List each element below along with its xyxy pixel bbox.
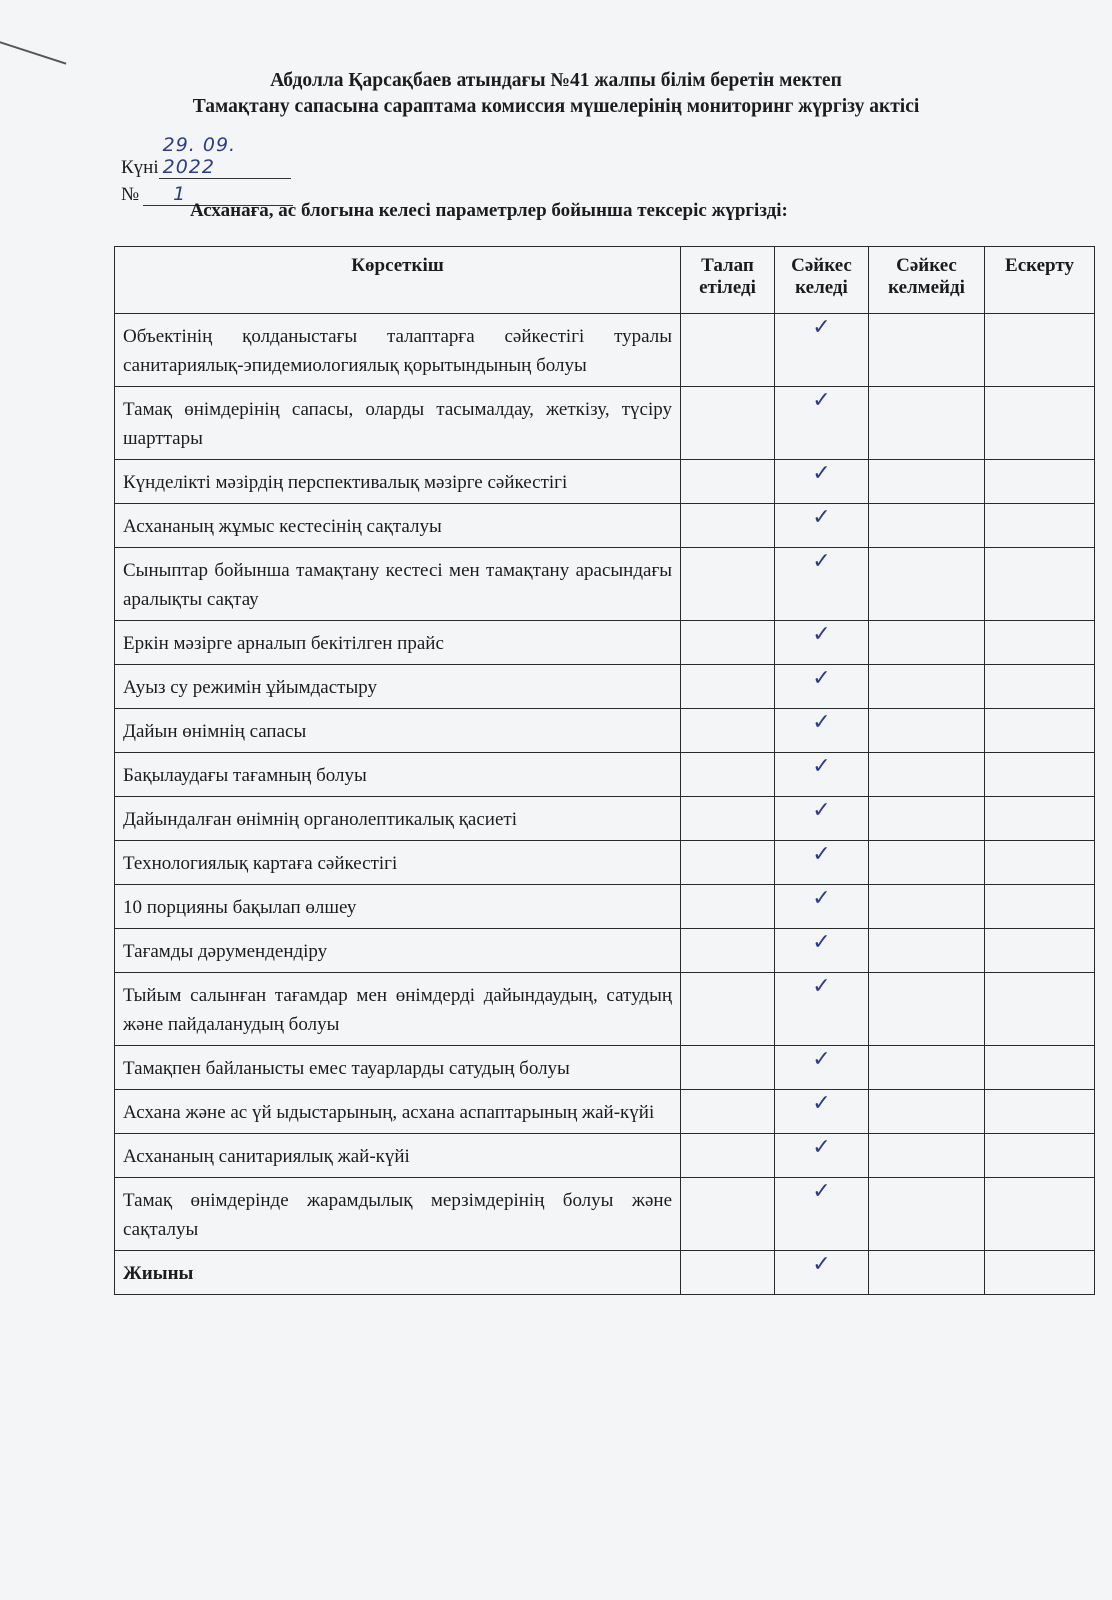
complies-cell (775, 1090, 869, 1134)
required-cell (681, 797, 775, 841)
table-row (115, 797, 1095, 841)
note-cell (985, 841, 1095, 885)
note-cell (985, 709, 1095, 753)
required-cell (681, 621, 775, 665)
complies-cell (775, 460, 869, 504)
complies-cell (775, 885, 869, 929)
table-row (115, 841, 1095, 885)
required-cell (681, 1090, 775, 1134)
indicator-cell: Тамақ өнімдерінің сапасы, оларды тасымалдау, жеткізу, түсіру шарттары (115, 387, 681, 460)
indicator-cell: Дайындалған өнімнің органолептикалық қасиеті (115, 797, 681, 841)
required-cell (681, 1178, 775, 1251)
note-cell (985, 1046, 1095, 1090)
indicator-cell: Еркін мәзірге арналып бекітілген прайс (115, 621, 681, 665)
not-complies-cell (869, 1178, 985, 1251)
check-mark-icon: ✓ (812, 549, 831, 574)
required-cell (681, 548, 775, 621)
not-complies-cell (869, 1251, 985, 1295)
complies-cell (775, 973, 869, 1046)
complies-cell (775, 1046, 869, 1090)
complies-cell (775, 929, 869, 973)
indicator-cell: Тыйым салынған тағамдар мен өнімдерді дайындаудың, сатудың және пайдаланудың болуы (115, 973, 681, 1046)
not-complies-cell (869, 460, 985, 504)
required-cell (681, 504, 775, 548)
date-label: Күні (121, 157, 159, 178)
check-mark-icon: ✓ (812, 388, 831, 413)
check-mark-icon: ✓ (812, 505, 831, 530)
check-mark-icon: ✓ (812, 1135, 831, 1160)
check-mark-icon: ✓ (812, 461, 831, 486)
date-row (121, 134, 293, 179)
complies-cell (775, 387, 869, 460)
note-cell (985, 548, 1095, 621)
check-mark-icon: ✓ (812, 886, 831, 911)
check-mark-icon: ✓ (812, 842, 831, 867)
required-cell (681, 314, 775, 387)
not-complies-cell (869, 665, 985, 709)
table-row (115, 548, 1095, 621)
indicator-cell: 10 порцияны бақылап өлшеу (115, 885, 681, 929)
table-row (115, 1046, 1095, 1090)
not-complies-cell (869, 504, 985, 548)
check-mark-icon: ✓ (812, 798, 831, 823)
indicator-cell: Сыныптар бойынша тамақтану кестесі мен тамақтану арасындағы аралықты сақтау (115, 548, 681, 621)
table-row (115, 709, 1095, 753)
date-value: 29. 09. 2022 (159, 134, 291, 179)
check-mark-icon: ✓ (812, 930, 831, 955)
table-row (115, 1134, 1095, 1178)
indicator-cell: Асхананың санитариялық жай-күйі (115, 1134, 681, 1178)
note-cell (985, 1134, 1095, 1178)
note-cell (985, 929, 1095, 973)
indicator-cell: Бақылаудағы тағамның болуы (115, 753, 681, 797)
not-complies-cell (869, 973, 985, 1046)
check-mark-icon: ✓ (812, 754, 831, 779)
note-cell (985, 387, 1095, 460)
check-mark-icon: ✓ (812, 1047, 831, 1072)
required-cell (681, 885, 775, 929)
complies-cell (775, 314, 869, 387)
indicator-cell: Дайын өнімнің сапасы (115, 709, 681, 753)
complies-cell (775, 797, 869, 841)
required-cell (681, 709, 775, 753)
not-complies-cell (869, 548, 985, 621)
table-row (115, 929, 1095, 973)
note-cell (985, 460, 1095, 504)
number-value: 1 (143, 183, 293, 206)
note-cell (985, 973, 1095, 1046)
complies-cell (775, 504, 869, 548)
col-note: Ескерту (985, 247, 1095, 314)
col-required: Талап етіледі (681, 247, 775, 314)
table-row (115, 460, 1095, 504)
check-mark-icon: ✓ (812, 974, 831, 999)
complies-cell (775, 1134, 869, 1178)
not-complies-cell (869, 1090, 985, 1134)
required-cell (681, 841, 775, 885)
note-cell (985, 621, 1095, 665)
indicator-cell: Асхананың жұмыс кестесінің сақталуы (115, 504, 681, 548)
note-cell (985, 885, 1095, 929)
table-row (115, 1090, 1095, 1134)
not-complies-cell (869, 387, 985, 460)
note-cell (985, 1178, 1095, 1251)
inspection-table (114, 246, 1095, 1295)
not-complies-cell (869, 709, 985, 753)
intro-text: Асханаға, ас блогына келесі параметрлер бойынша тексеріс жүргізді: (190, 200, 788, 221)
note-cell (985, 504, 1095, 548)
table-row (115, 387, 1095, 460)
required-cell (681, 1251, 775, 1295)
table-row (115, 753, 1095, 797)
number-label: № (121, 184, 140, 205)
not-complies-cell (869, 1134, 985, 1178)
note-cell (985, 314, 1095, 387)
table-row (115, 314, 1095, 387)
complies-cell (775, 753, 869, 797)
indicator-cell: Тамақпен байланысты емес тауарларды сатудың болуы (115, 1046, 681, 1090)
not-complies-cell (869, 621, 985, 665)
required-cell (681, 665, 775, 709)
note-cell (985, 753, 1095, 797)
required-cell (681, 460, 775, 504)
check-mark-icon: ✓ (812, 622, 831, 647)
required-cell (681, 753, 775, 797)
table-row (115, 1178, 1095, 1251)
table-body (115, 314, 1095, 1295)
corner-pen-stroke (0, 38, 66, 65)
col-indicator: Көрсеткіш (115, 247, 681, 314)
table-row (115, 621, 1095, 665)
not-complies-cell (869, 753, 985, 797)
indicator-cell: Тамақ өнімдерінде жарамдылық мерзімдерінің болуы және сақталуы (115, 1178, 681, 1251)
col-complies: Сәйкес келеді (775, 247, 869, 314)
indicator-cell: Ауыз су режимін ұйымдастыру (115, 665, 681, 709)
note-cell (985, 797, 1095, 841)
complies-cell (775, 665, 869, 709)
note-cell (985, 1090, 1095, 1134)
required-cell (681, 1134, 775, 1178)
complies-cell (775, 841, 869, 885)
not-complies-cell (869, 841, 985, 885)
not-complies-cell (869, 929, 985, 973)
check-mark-icon: ✓ (812, 315, 831, 340)
complies-cell (775, 1251, 869, 1295)
table-row (115, 973, 1095, 1046)
school-name: Абдолла Қарсақбаев атындағы №41 жалпы білім беретін мектеп (270, 70, 842, 91)
col-not-complies: Сәйкес келмейді (869, 247, 985, 314)
indicator-cell: Объектінің қолданыстағы талаптарға сәйкестігі туралы санитариялық-эпидемиологиялық қорытындының болуы (115, 314, 681, 387)
not-complies-cell (869, 797, 985, 841)
table-row (115, 885, 1095, 929)
table-row (115, 665, 1095, 709)
required-cell (681, 929, 775, 973)
check-mark-icon: ✓ (812, 710, 831, 735)
check-mark-icon: ✓ (812, 666, 831, 691)
note-cell (985, 665, 1095, 709)
note-cell (985, 1251, 1095, 1295)
check-mark-icon: ✓ (812, 1179, 831, 1204)
indicator-cell: Технологиялық картаға сәйкестігі (115, 841, 681, 885)
table-row (115, 504, 1095, 548)
indicator-cell: Тағамды дәрумендендіру (115, 929, 681, 973)
total-label: Жиыны (115, 1251, 681, 1295)
complies-cell (775, 1178, 869, 1251)
check-mark-icon: ✓ (812, 1252, 831, 1277)
indicator-cell: Күнделікті мәзірдің перспективалық мәзірге сәйкестігі (115, 460, 681, 504)
not-complies-cell (869, 1046, 985, 1090)
act-meta (121, 134, 293, 206)
check-mark-icon: ✓ (812, 1091, 831, 1116)
complies-cell (775, 709, 869, 753)
total-row (115, 1251, 1095, 1295)
required-cell (681, 387, 775, 460)
document-title: Тамақтану сапасына сараптама комиссия мүшелерінің мониторинг жүргізу актісі (192, 96, 920, 117)
document-header (0, 68, 1112, 120)
complies-cell (775, 548, 869, 621)
required-cell (681, 1046, 775, 1090)
not-complies-cell (869, 885, 985, 929)
not-complies-cell (869, 314, 985, 387)
required-cell (681, 973, 775, 1046)
complies-cell (775, 621, 869, 665)
indicator-cell: Асхана және ас үй ыдыстарының, асхана аспаптарының жай-күйі (115, 1090, 681, 1134)
table-header-row (115, 247, 1095, 314)
